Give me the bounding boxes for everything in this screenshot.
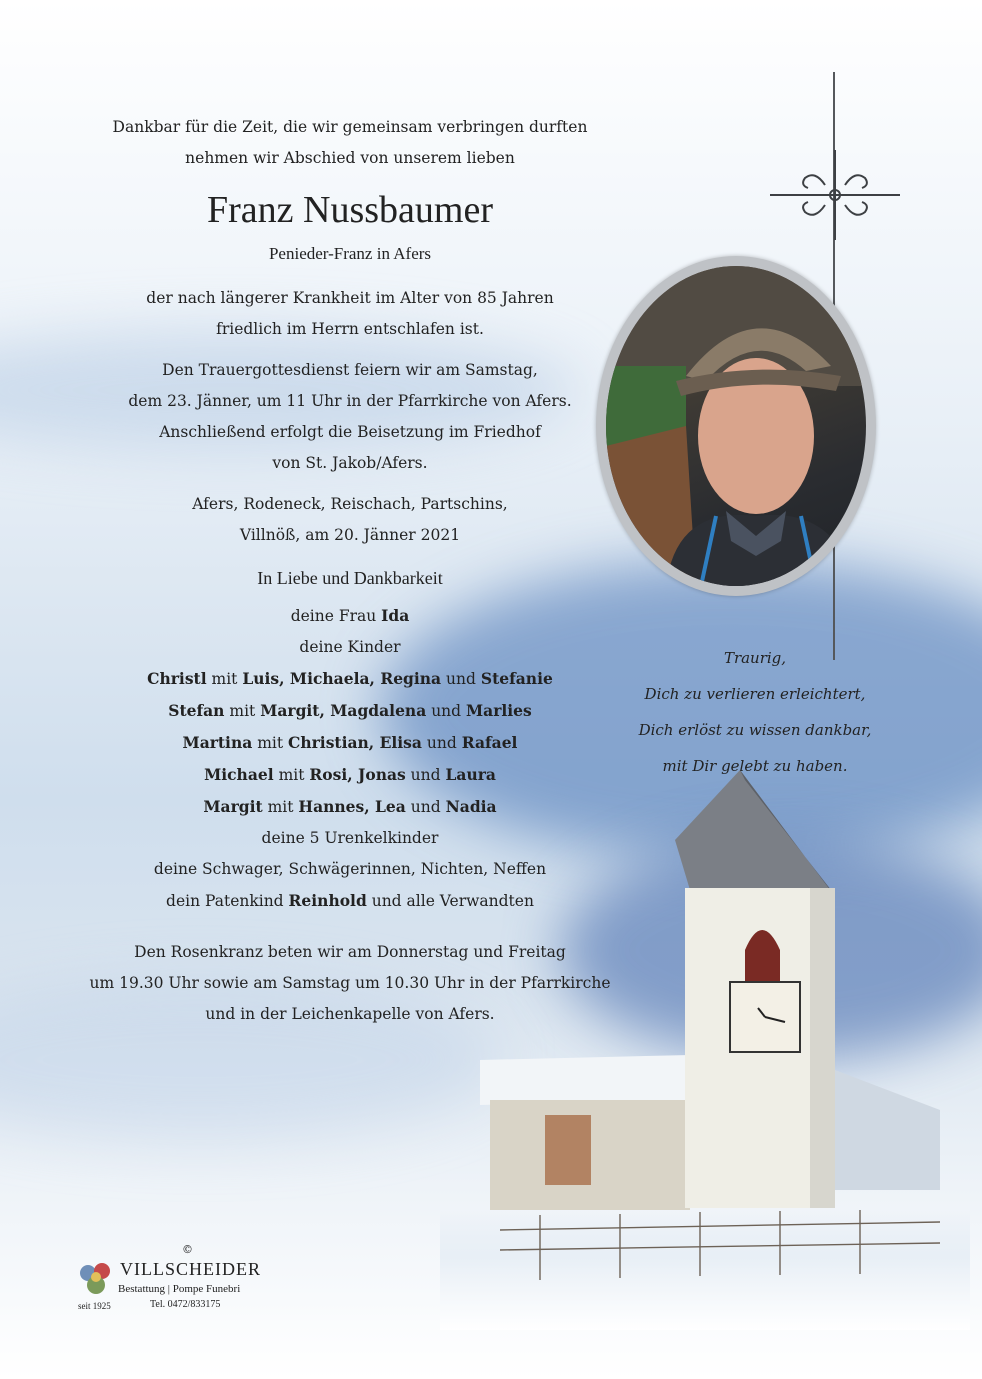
- godchild-line: dein Patenkind Reinhold und alle Verwandten: [166, 891, 534, 910]
- in-laws-line: deine Schwager, Schwägerinnen, Nichten, Neffen: [153, 860, 547, 878]
- rosary-line: um 19.30 Uhr sowie am Samstag um 10.30 Uhr in der Pfarrkirche: [89, 974, 611, 992]
- family-line: Stefan mit Margit, Magdalena und Marlies: [168, 701, 532, 720]
- obituary-text: [60, 112, 640, 1030]
- portrait-photo: [606, 266, 866, 586]
- place-date-line: Afers, Rodeneck, Reischach, Partschins,: [192, 495, 508, 513]
- service-line: dem 23. Jänner, um 11 Uhr in der Pfarrkirche von Afers.: [128, 392, 572, 410]
- since-year: seit 1925: [78, 1301, 111, 1311]
- announcement-line: der nach längerer Krankheit im Alter von 85 Jahren: [146, 289, 554, 307]
- deceased-epithet: Penieder-Franz in Afers: [268, 244, 432, 263]
- intro-line: Dankbar für die Zeit, die wir gemeinsam verbringen durften: [112, 118, 588, 136]
- portrait-frame: [596, 256, 876, 596]
- funeral-home-logo: [76, 1243, 316, 1315]
- phone-number: Tel. 0472/833175: [150, 1299, 221, 1310]
- service-line: Anschließend erfolgt die Beisetzung im Friedhof: [159, 423, 541, 441]
- family-line: Michael mit Rosi, Jonas und Laura: [204, 765, 496, 784]
- great-grandchildren-line: deine 5 Urenkelkinder: [261, 829, 439, 847]
- intro-line: nehmen wir Abschied von unserem lieben: [185, 149, 515, 167]
- poem-line: Dich zu verlieren erleichtert,: [644, 685, 866, 703]
- brand-name: VILLSCHEIDER: [120, 1259, 261, 1279]
- family-line: Martina mit Christian, Elisa und Rafael: [182, 733, 518, 752]
- cross-ornament-icon: [770, 150, 900, 240]
- announcement-line: friedlich im Herrn entschlafen ist.: [216, 320, 484, 338]
- service-line: von St. Jakob/Afers.: [272, 454, 428, 472]
- wife-name: Ida: [381, 606, 410, 625]
- rosary-line: Den Rosenkranz beten wir am Donnerstag und Freitag: [134, 943, 566, 961]
- place-date-line: Villnöß, am 20. Jänner 2021: [239, 526, 461, 544]
- poem-line: Traurig,: [723, 649, 787, 667]
- family-line: Margit mit Hannes, Lea und Nadia: [203, 797, 497, 816]
- poem-line: Dich erlöst zu wissen dankbar,: [638, 721, 872, 739]
- deceased-name: Franz Nussbaumer: [207, 189, 493, 231]
- coat-of-arms-icon: [76, 1259, 116, 1299]
- rosary-line: und in der Leichenkapelle von Afers.: [205, 1005, 495, 1023]
- wife-line: deine Frau Ida: [290, 606, 410, 625]
- family-line: Christl mit Luis, Michaela, Regina und Stefanie: [147, 669, 553, 688]
- brand-subtitle: Bestattung | Pompe Funebri: [118, 1283, 241, 1295]
- poem-line: mit Dir gelebt zu haben.: [662, 757, 848, 775]
- poem: [615, 640, 895, 784]
- mourners-heading: In Liebe und Dankbarkeit: [257, 568, 443, 588]
- service-line: Den Trauergottesdienst feiern wir am Samstag,: [162, 361, 538, 379]
- children-label: deine Kinder: [299, 638, 401, 656]
- copyright-mark: ©: [182, 1243, 193, 1256]
